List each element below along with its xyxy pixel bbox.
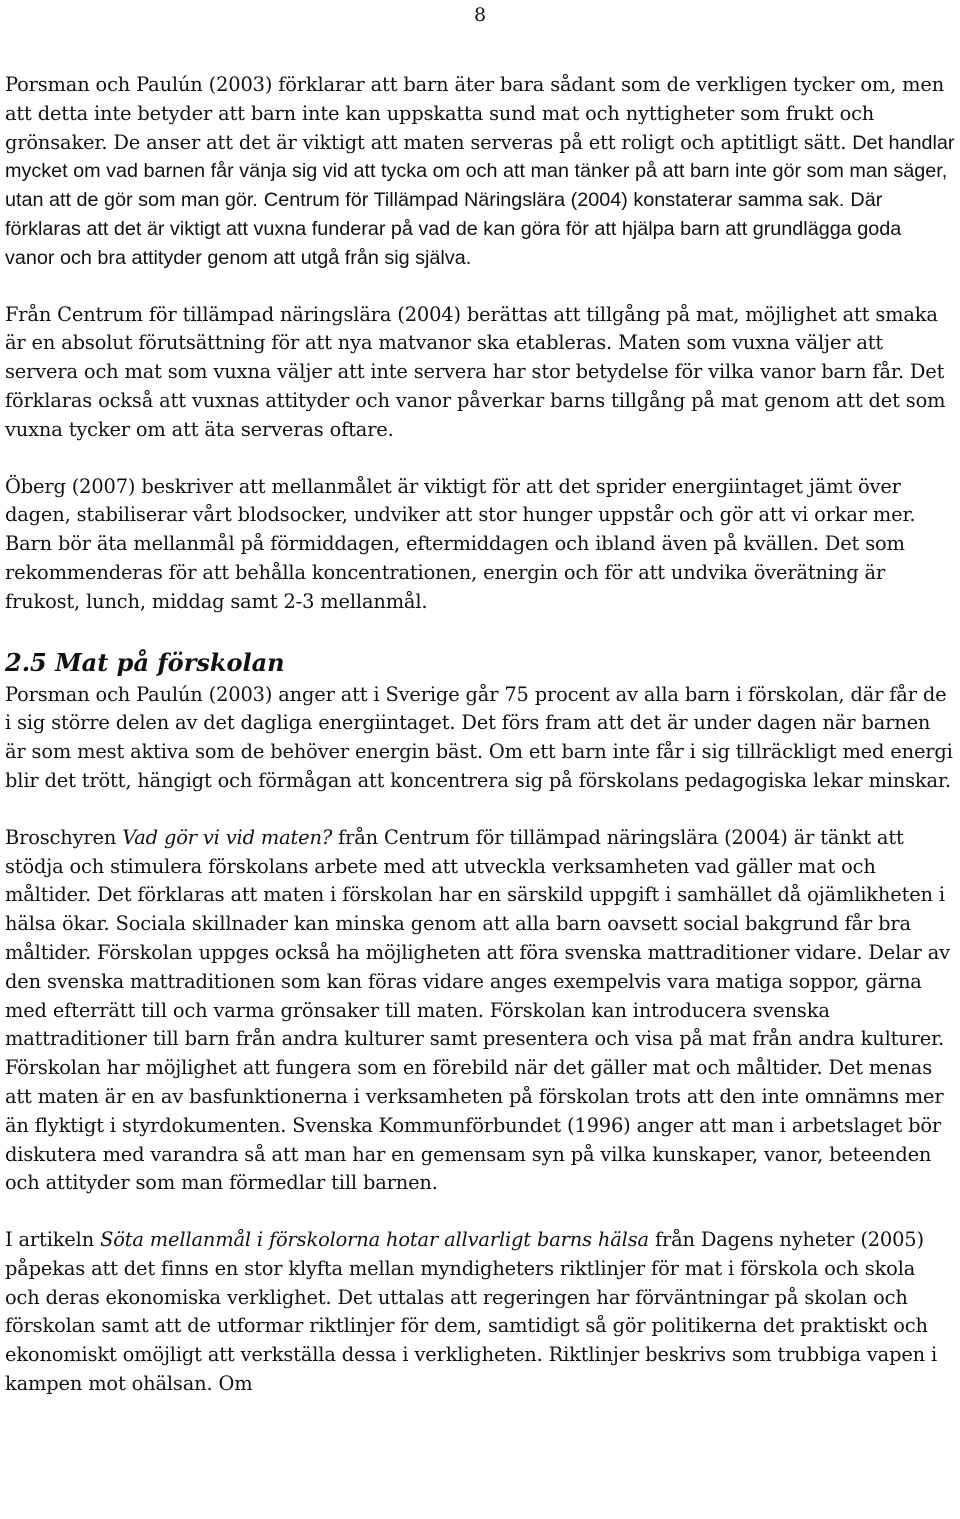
- paragraph-text: Porsman och Paulún (2003) anger att i Sverige går 75 procent av alla barn i förskolan, där får de i sig större delen av det dagliga energiintaget. Det förs fram att det är under dagen när barnen är som mest aktiva som de behöver energin bäst. Om ett barn inte får i sig tillräckligt med energi blir det trött, hängigt och förmågan att koncentrera sig på förskolans pedagogiska lekar minskar.: [5, 682, 953, 792]
- article-title: Söta mellanmål i förskolorna hotar allvarligt barns hälsa: [100, 1228, 649, 1252]
- paragraph-porsman-paulun: [5, 71, 955, 273]
- paragraph-text: Centrum för Tillämpad Näringslära (2004) konstaterar samma sak.: [263, 189, 845, 212]
- paragraph-oberg: [5, 473, 955, 617]
- paragraph-energiintag: [5, 681, 955, 796]
- paragraph-text: Broschyren: [5, 825, 123, 849]
- publication-title: Vad gör vi vid maten?: [122, 825, 333, 849]
- paragraph-artikeln: [5, 1226, 955, 1399]
- paragraph-text: Det handlar mycket om vad barnen får vänja sig vid att tycka om och att man tänker på att barn inte gör som man säger, utan att de gör som man gör.: [5, 131, 955, 212]
- paragraph-text: Öberg (2007) beskriver att mellanmålet är viktigt för att det sprider energiintaget jämt över dagen, stabiliserar vårt blodsocker, undviker att stor hunger uppstår och gör att vi orkar mer. Barn bör äta mellanmål på förmiddagen, eftermiddagen och ibland även på kvällen. Det som rekommenderas för att behålla koncentrationen, energin och för att undvika överätning är frukost, lunch, middag samt 2-3 mellanmål.: [5, 474, 916, 613]
- paragraph-text: Där förklaras att det är viktigt att vuxna funderar på vad de kan göra för att hjälpa barn att grundlägga goda vanor och bra attityder genom att utgå från sig själva.: [5, 189, 902, 269]
- paragraph-text: från Dagens nyheter (2005) påpekas att det finns en stor klyfta mellan myndigheters riktlinjer för mat i förskola och skola och deras ekonomiska verklighet. Det uttalas att regeringen har förväntningar på skolan och förskolan samt att de utformar riktlinjer för dem, samtidigt så gör politikerna det praktiskt och ekonomiskt omöjligt att verkställa dessa i verkligheten. Riktlinjer beskrivs som trubbiga vapen i kampen mot ohälsan. Om: [5, 1228, 938, 1396]
- paragraph-text: I artikeln: [5, 1228, 101, 1252]
- paragraph-broschyren: [5, 824, 955, 1198]
- paragraph-text: Från Centrum för tillämpad näringslära (2004) berättas att tillgång på mat, möjlighet att smaka är en absolut förutsättning för att nya matvanor ska etableras. Maten som vuxna väljer att servera och mat som vuxna väljer att inte servera har stor betydelse för vilka vanor barn får. Det förklaras också att vuxnas attityder och vanor påverkar barns tillgång på mat genom att det som vuxna tycker om att äta serveras oftare.: [5, 302, 946, 441]
- paragraph-text: från Centrum för tillämpad näringslära (2004) är tänkt att stödja och stimulera förskolans arbete med att utveckla verksamheten vad gäller mat och måltider. Det förklaras att maten i förskolan har en särskild uppgift i samhället då ojämlikheten i hälsa ökar. Sociala skillnader kan minska genom att alla barn oavsett social bakgrund får bra måltider. Förskolan uppges också ha möjligheten att föra svenska mattraditioner vidare. Delar av den svenska mattraditionen som kan föras vidare anges exempelvis vara matiga soppor, gärna med efterrätt till och varma grönsaker till maten. Förskolan kan introducera svenska mattraditioner till barn från andra kulturer samt presentera och visa på mat från andra kulturer. Förskolan har möjlighet att fungera som en förebild när det gäller mat och måltider. Det menas att maten är en av basfunktionerna i verksamheten på förskolan trots att den inte omnämns mer än flyktigt i styrdokumenten. Svenska Kommunförbundet (1996) anger att man i arbetslaget bör diskutera med varandra så att man har en gemensam syn på vilka kunskaper, vanor, beteenden och attityder som man förmedlar till barnen.: [5, 825, 950, 1195]
- paragraph-centrum: [5, 301, 955, 445]
- section-heading: 2.5 Mat på förskolan: [5, 647, 285, 677]
- document-body: [5, 71, 955, 1399]
- paragraph-text: Porsman och Paulún (2003) förklarar att barn äter bara sådant som de verkligen tycker om, men att detta inte betyder att barn inte kan uppskatta sund mat och nyttigheter som frukt och grönsaker. De anser att det är viktigt att maten serveras på ett roligt och aptitligt sätt.: [5, 73, 945, 154]
- page-number: 8: [474, 4, 487, 26]
